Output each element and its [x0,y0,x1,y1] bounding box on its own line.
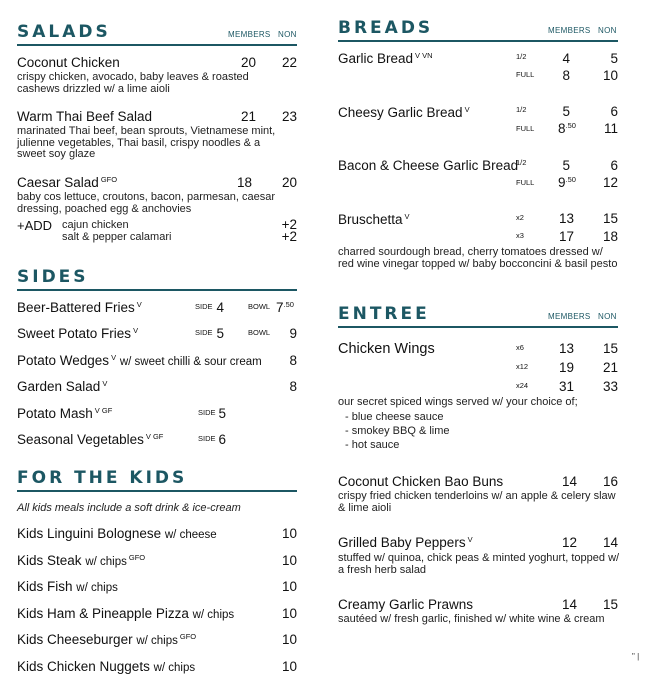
kids-item-extra: w/ chips [192,609,235,621]
entree-members-price: 19 [558,360,574,375]
bread-members-price: 5 [562,104,570,119]
bread-size-label: 1/2 [516,52,527,61]
kids-item [17,579,118,594]
sauce-option: - smokey BBQ & lime [345,425,450,437]
entree-item-name: Chicken Wings [338,341,435,357]
kids-item-name: Kids Ham & Pineapple Pizza [17,606,189,621]
kids-item-name: Kids Cheeseburger [17,632,133,647]
entree-size-label: x6 [516,343,524,352]
side-item [17,300,142,315]
side-item-name: Seasonal Vegetables [17,432,144,447]
side-price: 4 [216,300,224,315]
bread-non-price: 12 [602,175,618,190]
page-mark: " | [632,652,640,661]
side-price: 5 [218,406,226,421]
kids-note: All kids meals include a soft drink & ice-cream [17,502,241,514]
salad-item-name-wrap [17,175,117,190]
side-item [17,379,107,394]
kids-item [17,659,195,674]
entree-item [338,535,473,550]
side-item-name: Potato Mash [17,406,93,421]
bread-item [338,212,410,227]
kids-item-price: 10 [281,632,297,647]
bread-item-name: Bacon & Cheese Garlic Bread [338,158,519,173]
kids-item [17,632,196,647]
side-item-name: Beer-Battered Fries [17,300,135,315]
bread-size-label: FULL [516,124,535,133]
entree-item-description: stuffed w/ quinoa, chick peas & minted yoghurt, topped w/ a fresh herb salad [338,552,620,576]
kids-item-name: Kids Fish [17,579,73,594]
kids-item-price: 10 [281,606,297,621]
bread-item [338,105,470,120]
sauce-option: - blue cheese sauce [345,411,444,423]
side-price: 8 [289,353,297,368]
bread-members-price: $9^{.50}$ [558,175,576,190]
add-on-price: +2 [281,229,297,244]
kids-item-price: 10 [281,526,297,541]
salad-item-description: crispy chicken, avocado, baby leaves & roasted cashews drizzled w/ a lime aioli [17,71,249,95]
entree-size-label: x12 [516,362,529,371]
salad-item-non-price: 22 [281,55,297,70]
salad-item-members-price: 18 [236,175,252,190]
side-price: 6 [218,432,226,447]
salad-item-name: Warm Thai Beef Salad [17,109,153,124]
sauce-option: - hot sauce [345,439,400,451]
bread-item [338,51,433,66]
bread-size-label: 1/2 [516,158,527,167]
side-item [17,353,262,368]
side-size-label: SIDE [195,328,213,337]
add-on-price: +2 [281,217,297,232]
kids-item-name: Kids Steak [17,553,82,568]
bread-non-price: 10 [602,68,618,83]
kids-item [17,526,217,541]
bread-non-price: 6 [610,104,618,119]
entree-item-name: Grilled Baby Peppers [338,535,466,550]
entree-title: ENTREE [338,304,430,324]
side-size-label: SIDE [198,434,216,443]
add-on-label: +ADD [17,218,53,233]
kids-item-extra: w/ chips [85,556,127,568]
bread-item-name: Cheesy Garlic Bread [338,105,463,120]
bread-members-price: 8 [562,68,570,83]
entree-size-label: x24 [516,381,529,390]
side-item [17,326,138,341]
bread-item-name: Garlic Bread [338,51,414,66]
dietary-tag: V [467,535,473,544]
kids-title: FOR THE KIDS [17,468,188,488]
bread-size-label: FULL [516,70,535,79]
entree-members-price: 14 [561,474,577,489]
salads-title: SALADS [17,22,111,42]
breads-non-header: NON [598,26,617,35]
salad-item-non-price: 23 [281,109,297,124]
bread-members-price: 5 [562,158,570,173]
add-on-option: salt & pepper calamari [62,231,172,243]
sides-divider [17,289,297,291]
salad-item-members-price: 20 [240,55,256,70]
bread-non-price: 6 [610,158,618,173]
bread-non-price: 15 [602,211,618,226]
entree-item-description: our secret spiced wings served w/ your choice of; [338,396,578,408]
side-item-extra: w/ sweet chilli & sour cream [119,356,262,368]
entree-non-price: 33 [602,379,618,394]
entree-members-header: MEMBERS [548,312,591,321]
bread-non-price: 11 [603,121,618,136]
breads-title: BREADS [338,18,434,38]
side-item [17,406,112,421]
bread-item [338,158,518,173]
side-item-name: Garden Salad [17,379,101,394]
kids-item-extra: w/ cheese [164,529,217,541]
dietary-tag: V GF [145,432,164,441]
entree-members-price: 31 [558,379,574,394]
bread-size-label: 1/2 [516,105,527,114]
bowl-size-label: BOWL [248,328,271,337]
entree-non-header: NON [598,312,617,321]
entree-non-price: 16 [602,474,618,489]
dietary-tag: V [464,105,470,114]
breads-divider [338,40,618,42]
side-price: 5 [216,326,224,341]
salads-non-header: NON [278,30,297,39]
dietary-tag: V VN [415,51,433,60]
entree-item-description: sautéed w/ fresh garlic, finished w/ white wine & cream [338,613,605,625]
kids-item-price: 10 [281,579,297,594]
bowl-size-label: BOWL [248,302,271,311]
bowl-price: $7^{.50}$ [276,300,294,315]
sides-title: SIDES [17,267,89,287]
kids-item-price: 10 [281,553,297,568]
bread-item-name: Bruschetta [338,212,403,227]
kids-item-extra: w/ chips [153,662,196,674]
salad-item-non-price: 20 [281,175,297,190]
entree-members-price: 12 [561,535,577,550]
entree-item-name: Creamy Garlic Prawns [338,597,474,612]
side-price: 8 [289,379,297,394]
side-size-label: SIDE [198,408,216,417]
add-on-option: cajun chicken [62,219,129,231]
salads-members-header: MEMBERS [228,30,271,39]
side-item [17,432,163,447]
side-size-label: SIDE [195,302,213,311]
dietary-tag: GFO [128,553,146,562]
salad-item-members-price: 21 [240,109,256,124]
dietary-tag: V [133,326,139,335]
dietary-tag: GFO [179,632,197,641]
kids-item-name: Kids Chicken Nuggets [17,659,150,674]
bread-members-price: 17 [558,229,574,244]
salads-divider [17,44,297,46]
dietary-tag: V [136,300,142,309]
entree-members-price: 14 [561,597,577,612]
bowl-price: 9 [289,326,297,341]
side-item-name: Potato Wedges [17,353,110,368]
bread-non-price: 5 [610,51,618,66]
kids-item-name: Kids Linguini Bolognese [17,526,162,541]
bread-size-label: x3 [516,231,524,240]
kids-divider [17,490,297,492]
entree-non-price: 21 [602,360,618,375]
bread-size-label: x2 [516,213,524,222]
entree-members-price: 13 [558,341,574,356]
bread-members-price: 4 [562,51,570,66]
entree-item-description: crispy fried chicken tenderloins w/ an apple & celery slaw & lime aioli [338,490,616,514]
entree-item-name: Coconut Chicken Bao Buns [338,474,504,489]
bread-size-label: FULL [516,178,535,187]
breads-members-header: MEMBERS [548,26,591,35]
kids-item [17,606,234,621]
side-item-name: Sweet Potato Fries [17,326,132,341]
salad-item-description: marinated Thai beef, bean sprouts, Vietnamese mint, julienne vegetables, Thai basil, crispy noodles & a sweet soy glaze [17,125,276,160]
kids-item [17,553,145,568]
entree-non-price: 15 [602,341,618,356]
dietary-tag: V GF [94,406,113,415]
bread-members-price: $8^{.50}$ [558,121,576,136]
salad-item-name: Caesar Salad [17,175,99,190]
entree-divider [338,326,618,328]
salad-item-description: baby cos lettuce, croutons, bacon, parmesan, caesar dressing, poached egg & anchovies [17,191,276,215]
dietary-tag: V [102,379,108,388]
kids-item-extra: w/ chips [76,582,118,594]
entree-non-price: 15 [602,597,618,612]
kids-item-price: 10 [281,659,297,674]
bread-item-description: charred sourdough bread, cherry tomatoes dressed w/ red wine vinegar topped w/ baby bocconcini & basil pesto [338,246,618,270]
kids-item-extra: w/ chips [136,635,178,647]
entree-non-price: 14 [602,535,618,550]
bread-members-price: 13 [558,211,574,226]
dietary-tag: V [404,212,410,221]
dietary-tag: GFO [100,175,118,184]
salad-item-name: Coconut Chicken [17,55,120,70]
dietary-tag: V [111,353,117,362]
bread-non-price: 18 [602,229,618,244]
